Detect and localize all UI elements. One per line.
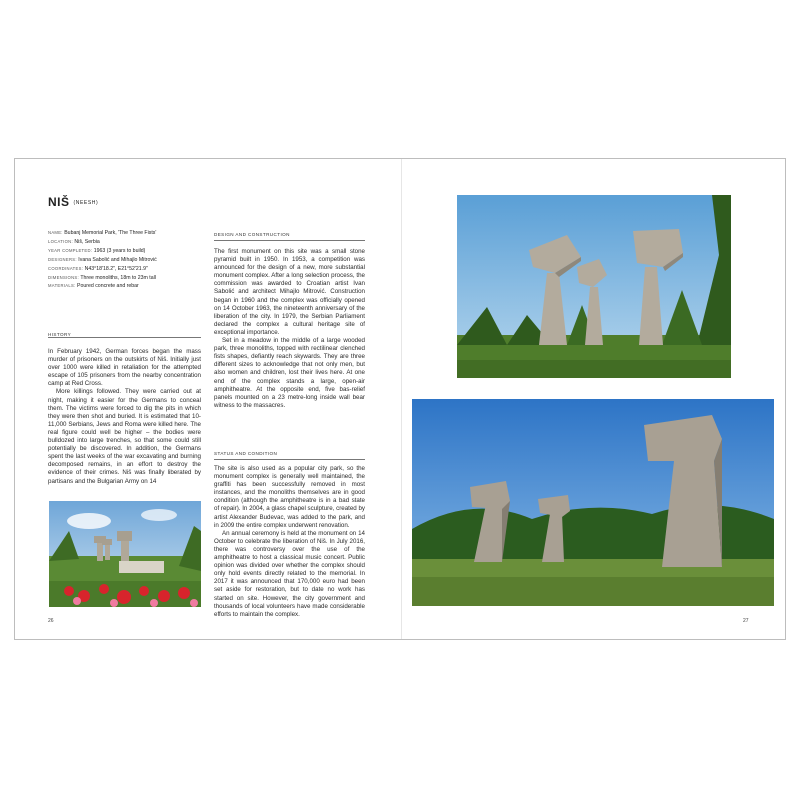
history-rule bbox=[48, 337, 201, 338]
fact-row: LOCATION: Niš, Serbia bbox=[48, 238, 100, 245]
paragraph: In February 1942, German forces began the mass murder of prisoners on the outskirts of Niš. Initially just over 1000 were killed in retaliation for the attempted escape of 105 prisoners from the nearby concentration camp at Red Cross. bbox=[48, 348, 201, 388]
book-spread bbox=[14, 158, 786, 640]
page-number-right: 27 bbox=[743, 618, 749, 624]
paragraph: Set in a meadow in the middle of a large wooded park, three monoliths, topped with rectilinear clenched fists shapes, defiantly reach skywards. They are three different sizes to acknowledge that not only men, but also women and children, lost their lives here. At one end of the complex stands a large, open-air amphitheatre. At the opposite end, five bas-relief panels mounted on a 23 metre-long inside wall bear witness to the massacres. bbox=[214, 337, 365, 409]
three-fists-photo-bottom bbox=[412, 399, 774, 606]
history-heading: HISTORY bbox=[48, 332, 72, 337]
page-number-left: 26 bbox=[48, 618, 54, 624]
design-rule bbox=[214, 240, 365, 241]
fact-row: DESIGNERS: Ivana Sabolić and Mihajlo Mitrović bbox=[48, 256, 157, 263]
status-heading: STATUS AND CONDITION bbox=[214, 451, 278, 456]
monument-facts bbox=[48, 229, 203, 291]
three-fists-photo-top bbox=[457, 195, 731, 378]
paragraph: An annual ceremony is held at the monument on 14 October to celebrate the liberation of Niš. In July 2016, there was controversy over the use of the amphitheatre to host a classical music concert. Public opinion was divided over whether the complex should only hold events directly related to the memorial. In 2017 it was announced that 170,000 euro had been set aside for restoration, but to date no work has started on site. However, the city government and thousands of local volunteers have made considerable efforts to maintain the complex. bbox=[214, 529, 365, 618]
page-title: NIŠ (NEESH) bbox=[48, 195, 99, 209]
history-text bbox=[48, 348, 201, 497]
fact-row: NAME: Bubanj Memorial Park, 'The Three Fists' bbox=[48, 230, 157, 236]
fact-row: YEAR COMPLETED: 1963 (3 years to build) bbox=[48, 247, 146, 254]
pronunciation: (NEESH) bbox=[73, 200, 99, 206]
page-gutter bbox=[401, 159, 402, 639]
paragraph: The site is also used as a popular city park, so the monument complex is generally well maintained, the graffiti has been successfully removed in most instances, and the monoliths themselves are in good condition (although the amphitheatre is in a bad state of repair). In 2004, a glass chapel sculpture, created by artist Alexander Budevac, was added to the park, and in 2009 the entire complex underwent renovation. bbox=[214, 465, 365, 529]
status-rule bbox=[214, 459, 365, 460]
fact-row: MATERIALS: Poured concrete and rebar bbox=[48, 283, 139, 290]
fact-row: DIMENSIONS: Three monoliths, 18m to 23m tall bbox=[48, 274, 156, 281]
monument-garden-photo bbox=[49, 501, 201, 607]
design-text bbox=[214, 248, 365, 410]
fact-row: COORDINATES: N43°18'18.2", E21°52'21.9" bbox=[48, 265, 148, 272]
status-text bbox=[214, 465, 365, 639]
paragraph: The first monument on this site was a small stone pyramid built in 1950. In 1953, a competition was announced for the design of a new, more substantial monument complex. After a long selection process, the commission was awarded to Croatian artist Ivan Sabolić and architect Mihajlo Mitrović. Construction began in 1960 and the complex was officially opened on 14 October 1963, the nineteenth anniversary of the liberation of the city. In 1979, the Serbian Parliament declared the complex a cultural heritage site of exceptional importance. bbox=[214, 248, 365, 336]
paragraph: More killings followed. They were carried out at night, making it easier for the Germans to conceal them. The victims were forced to dig the pits in which they were then shot and buried. It is estimated that 10-11,000 Serbians, Jews and Roma were killed here. The real figure could well be higher – the bodies were bulldozed into large trenches, so that some could still potentially be discovered. In addition, the Germans spent the last weeks of the war excavating and burning decomposed remains, in an effort to destroy the evidence of their crimes. Niš was finally liberated by partisans and the Bulgarian Army on 14 bbox=[48, 388, 201, 485]
design-heading: DESIGN AND CONSTRUCTION bbox=[214, 232, 290, 237]
